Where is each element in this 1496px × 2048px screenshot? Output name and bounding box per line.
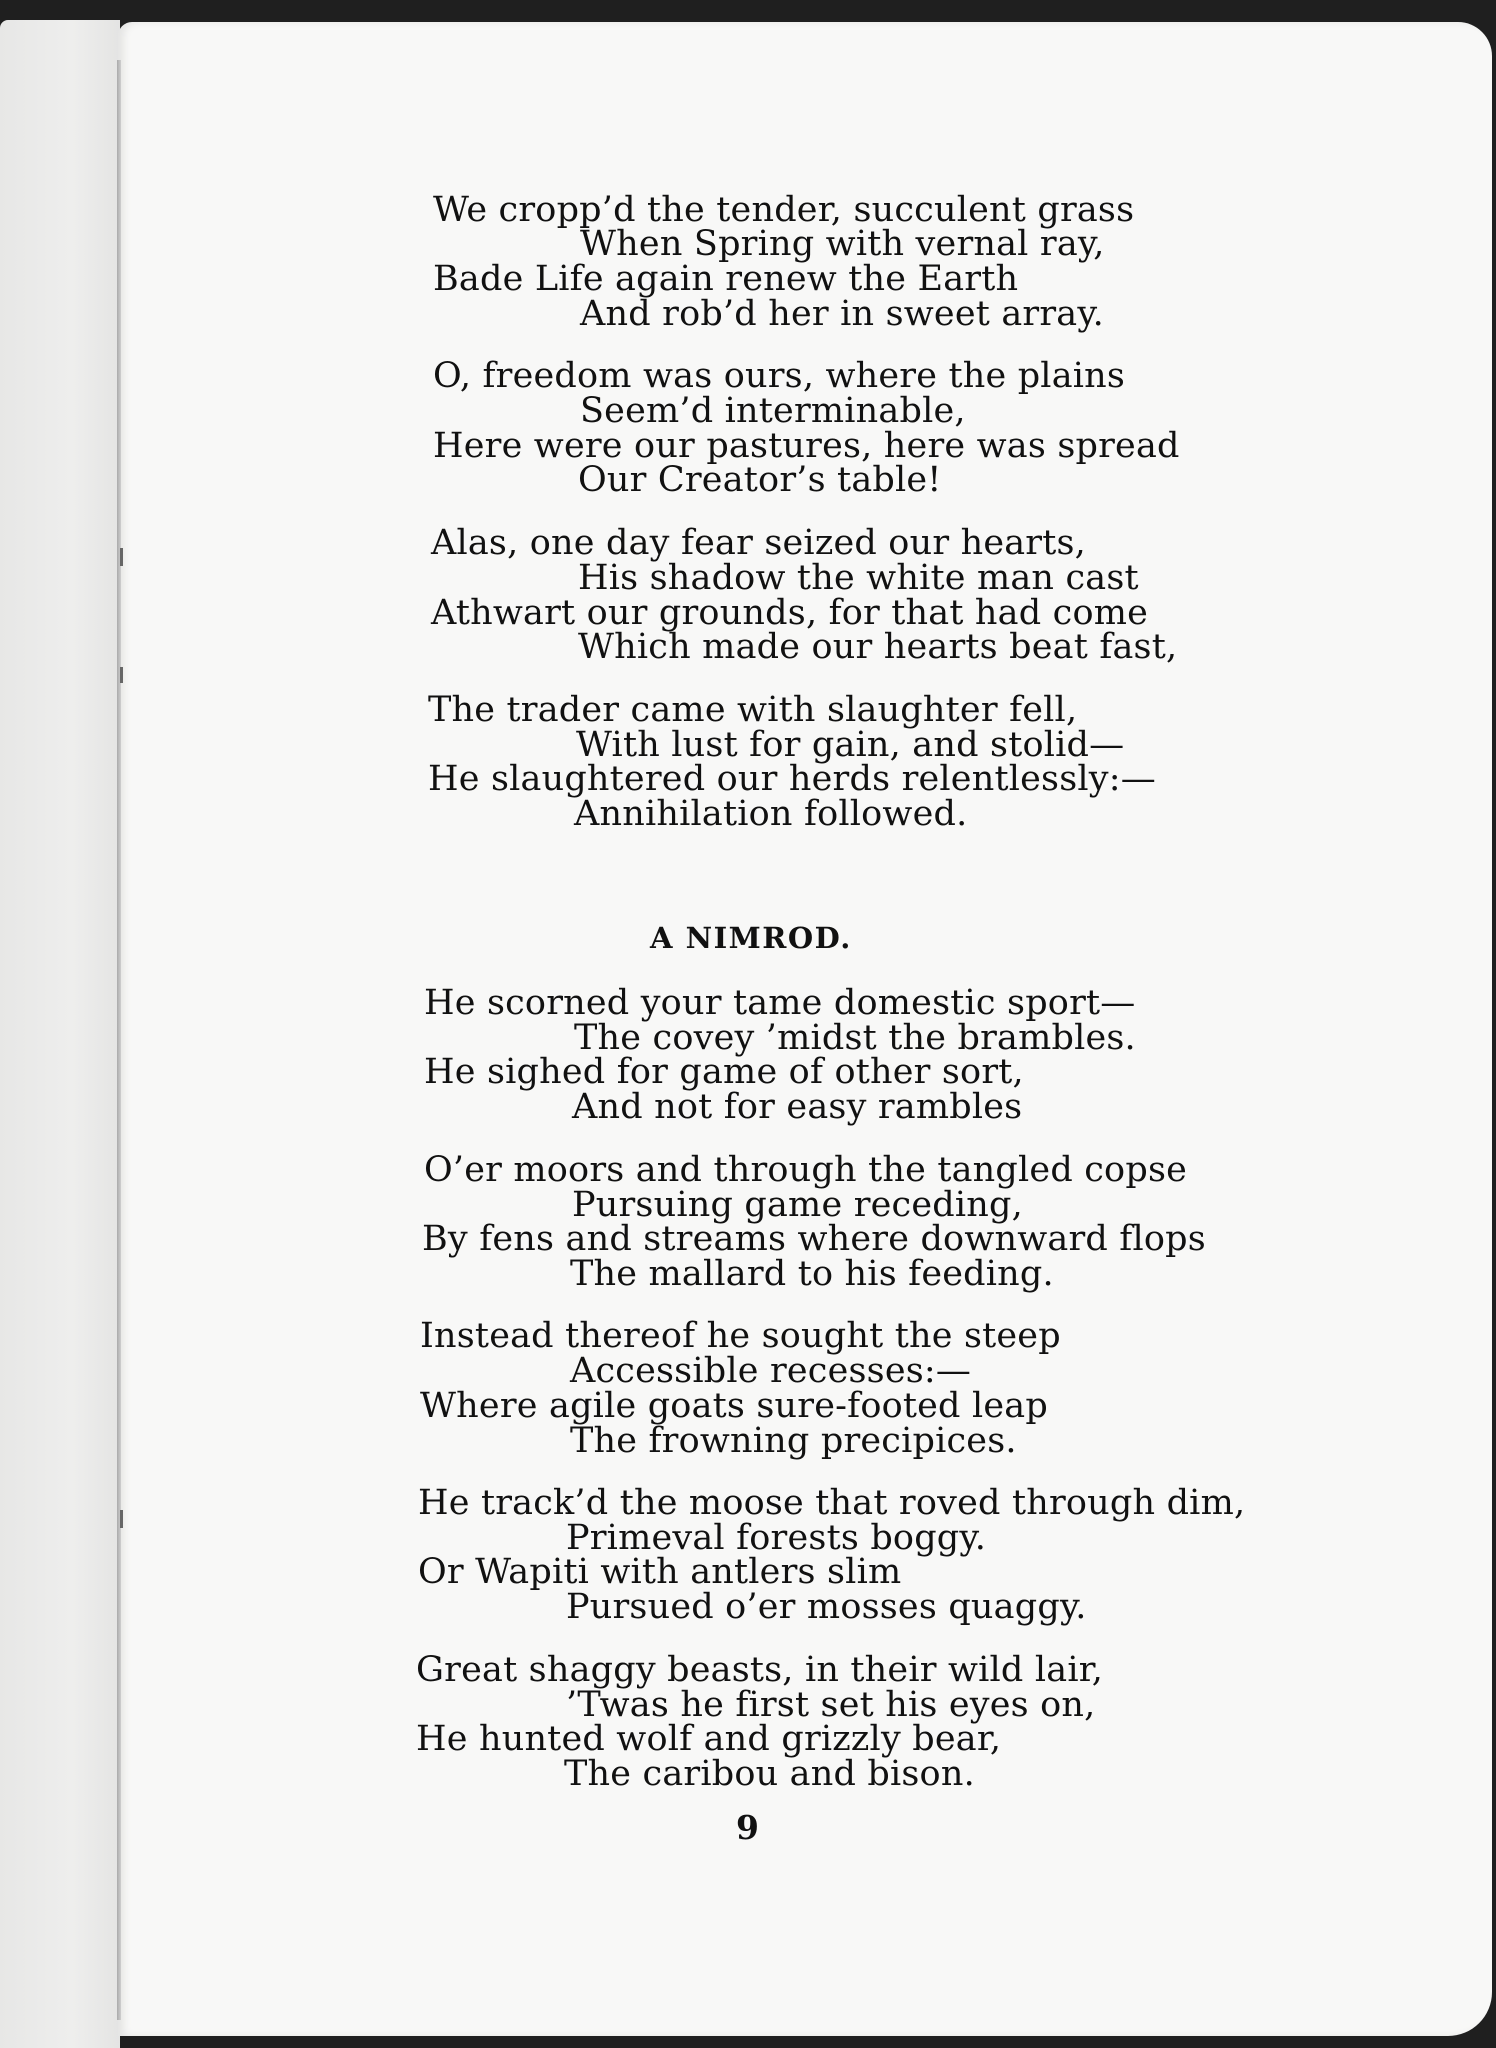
poem-line: O, freedom was ours, where the plains <box>433 356 1126 396</box>
poem-line: With lust for gain, and stolid— <box>576 725 1125 765</box>
page-number: 9 <box>736 1808 759 1847</box>
poem-line: The covey ’midst the brambles. <box>574 1018 1136 1058</box>
poem-line: We cropp’d the tender, succulent grass <box>433 190 1135 230</box>
poem-line: Annihilation followed. <box>574 794 968 834</box>
poem-line: And not for easy rambles <box>572 1087 1023 1127</box>
poem-line: Or Wapiti with antlers slim <box>418 1552 902 1592</box>
poem-line: The frowning precipices. <box>570 1421 1017 1461</box>
poem-line: Bade Life again renew the Earth <box>433 259 1019 299</box>
poem-line: The mallard to his feeding. <box>570 1254 1054 1294</box>
poem-line: He scorned your tame domestic sport— <box>424 983 1136 1023</box>
poem-line: He track’d the moose that roved through dim, <box>418 1483 1246 1523</box>
poem-line: O’er moors and through the tangled copse <box>424 1150 1188 1190</box>
poem-line: Seem’d interminable, <box>580 391 966 431</box>
poem-line: He slaughtered our herds relentlessly:— <box>428 759 1156 799</box>
poem-line: When Spring with vernal ray, <box>580 224 1105 264</box>
poem-line: Athwart our grounds, for that had come <box>431 593 1149 633</box>
poem-line: Pursuing game receding, <box>572 1185 1023 1225</box>
poem-line: Alas, one day fear seized our hearts, <box>431 523 1086 563</box>
poem-line: He hunted wolf and grizzly bear, <box>416 1719 1002 1759</box>
poem-line: Where agile goats sure-footed leap <box>420 1386 1048 1426</box>
poem-title: A NIMROD. <box>650 921 852 955</box>
poem-line: Great shaggy beasts, in their wild lair, <box>416 1650 1104 1690</box>
poem-line: The trader came with slaughter fell, <box>428 690 1078 730</box>
poem-line: And rob’d her in sweet array. <box>580 294 1104 334</box>
poem-line: Primeval forests boggy. <box>566 1518 987 1558</box>
poem-line: Accessible recesses:— <box>570 1351 972 1391</box>
poem-line: The caribou and bison. <box>564 1754 975 1794</box>
poem-line: By fens and streams where downward flops <box>422 1219 1206 1259</box>
poem-line: ’Twas he first set his eyes on, <box>566 1685 1096 1725</box>
poem-line: Our Creator’s table! <box>578 460 942 500</box>
poem-line: He sighed for game of other sort, <box>424 1052 1024 1092</box>
poem-line: His shadow the white man cast <box>578 558 1139 598</box>
poem-line: Pursued o’er mosses quaggy. <box>566 1587 1087 1627</box>
poem-line: Here were our pastures, here was spread <box>433 426 1180 466</box>
poem-line: Instead thereof he sought the steep <box>420 1316 1061 1356</box>
poem-line: Which made our hearts beat fast, <box>578 627 1178 667</box>
